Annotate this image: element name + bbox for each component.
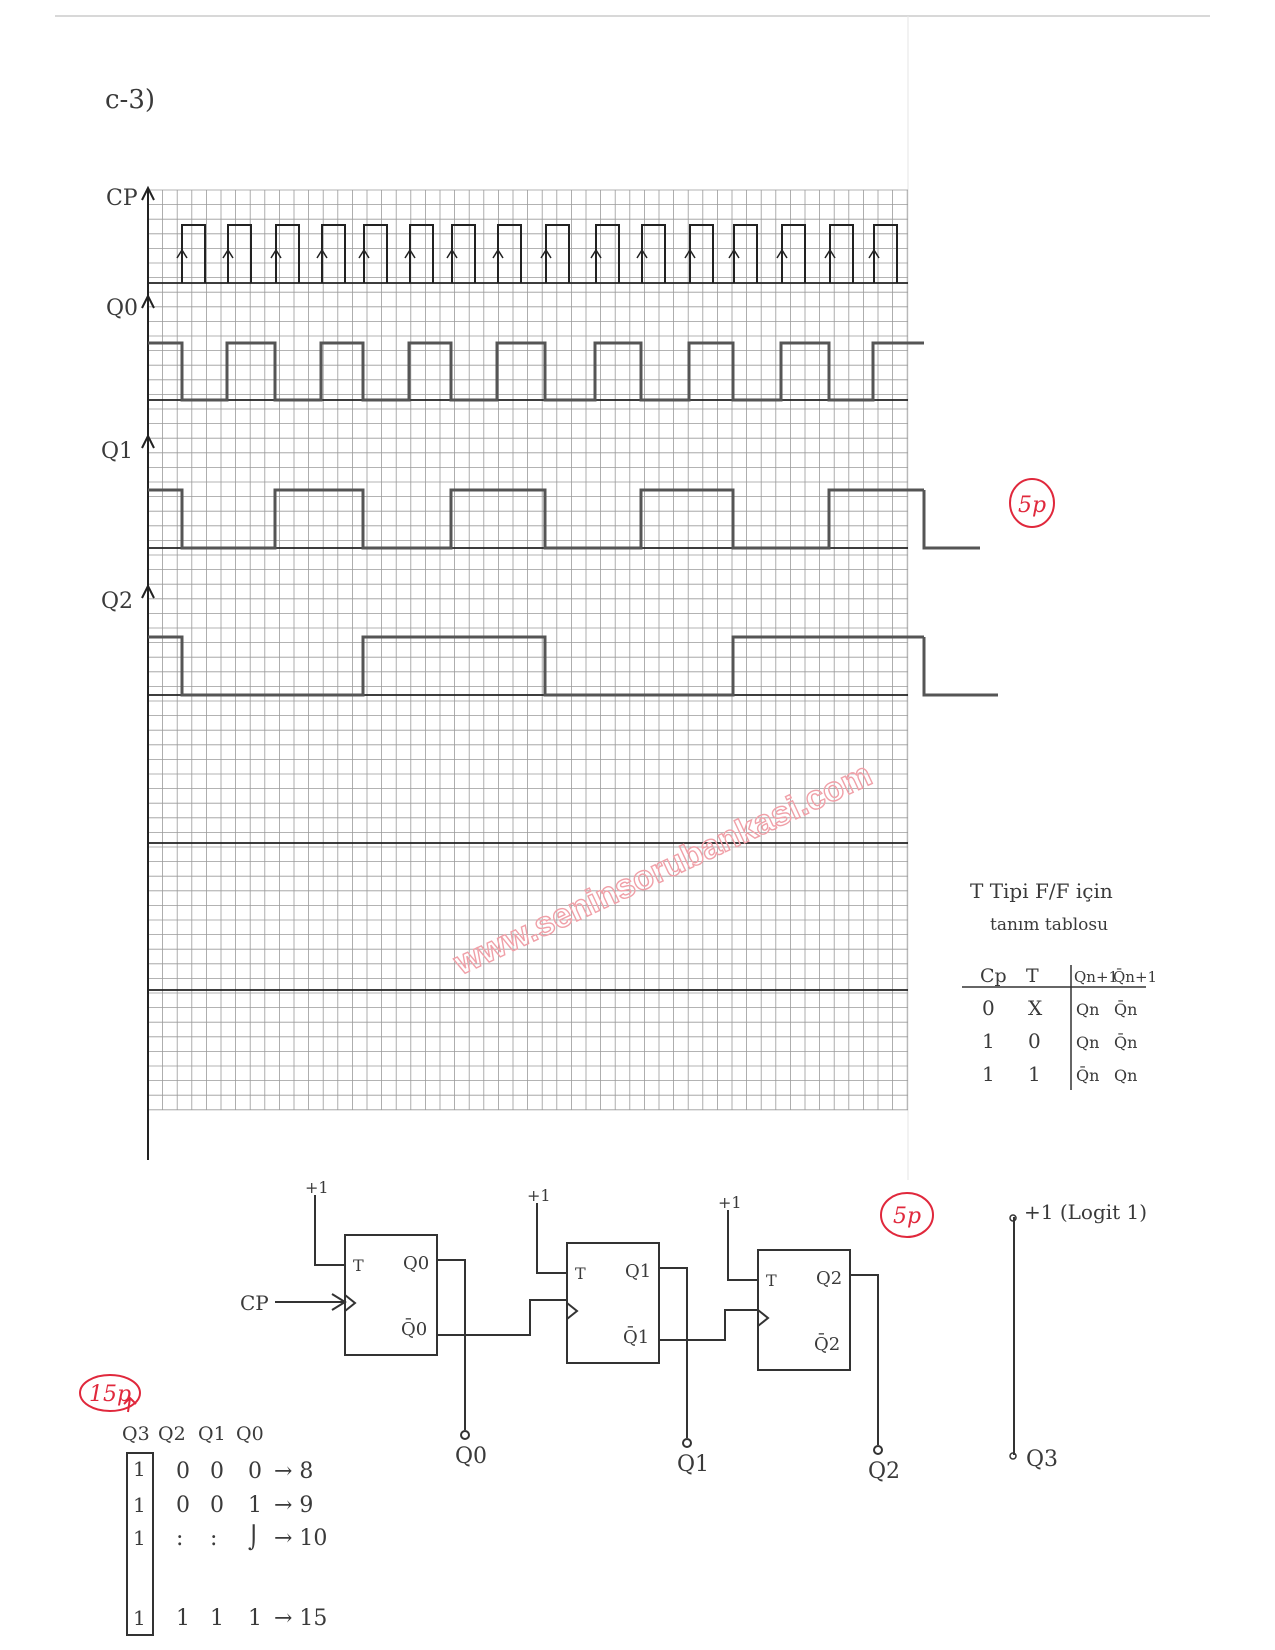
q-label: Q1 [625, 1261, 652, 1282]
q1-signal-label: Q1 [101, 439, 134, 464]
output-terminal [874, 1446, 882, 1454]
q1-tail [924, 490, 980, 548]
watermark: www.seninsorubankasi.com [448, 755, 878, 983]
cp-edge-arrow [447, 250, 457, 268]
q2-signal-label: Q2 [101, 589, 134, 614]
truth-table-cell: Q̄n [1114, 1033, 1138, 1052]
tt-header-qn1: Qn+1 [1074, 968, 1119, 986]
counter-q3-value: 1 [133, 1457, 146, 1481]
cp-edge-arrow [177, 250, 187, 268]
counter-bit: 0 [248, 1459, 262, 1484]
q-label: Q0 [403, 1253, 430, 1274]
q0-signal-label: Q0 [106, 296, 139, 321]
counter-header-q1: Q1 [198, 1423, 226, 1445]
qbar1-to-clk2-wire [659, 1310, 758, 1340]
cp-signal-label: CP [106, 186, 138, 211]
counter-bit: 1 [176, 1606, 190, 1631]
counter-decimal: → 8 [274, 1459, 314, 1484]
circuit-labels [240, 1178, 900, 1484]
counter-decimal: → 9 [274, 1493, 314, 1518]
truth-table-cell: Q̄n [1076, 1066, 1100, 1085]
t-input-label: T [575, 1264, 586, 1283]
counter-q3-value: 1 [133, 1606, 146, 1630]
clock-triangle [758, 1310, 768, 1326]
counter-header-q3: Q3 [122, 1423, 150, 1445]
vcc-label: +1 [718, 1193, 742, 1212]
counter-decimal: → 10 [274, 1526, 328, 1551]
vcc-to-t-wire [315, 1195, 345, 1265]
truth-table-cell: 0 [982, 996, 995, 1020]
cp-edge-arrow [637, 250, 647, 268]
q-output-label: Q0 [455, 1444, 488, 1469]
counter-decimal: → 15 [274, 1606, 328, 1631]
q-label: Q2 [816, 1268, 843, 1289]
cp-edge-arrow [685, 250, 695, 268]
clock-triangle [567, 1303, 577, 1319]
q-output-wire [850, 1275, 878, 1445]
cp-edge-arrow [493, 250, 503, 268]
truth-table-cell: 1 [982, 1062, 995, 1086]
tt-header-t: T [1026, 965, 1039, 987]
output-terminal [683, 1439, 691, 1447]
counter-header-q2: Q2 [158, 1423, 186, 1445]
q3-logic-line [1010, 1200, 1147, 1472]
counter-header-q0: Q0 [236, 1423, 264, 1445]
q3-output-label: Q3 [1026, 1447, 1059, 1472]
truth-table-cell: 1 [982, 1029, 995, 1053]
counter-bit: 1 [210, 1606, 224, 1631]
cp-edge-arrow [223, 250, 233, 268]
q-output-wire [659, 1268, 687, 1438]
counter-bit: 0 [176, 1493, 190, 1518]
cp-edge-arrow [729, 250, 739, 268]
score-timing [1010, 479, 1054, 527]
svg-text:5p: 5p [1017, 493, 1047, 518]
cp-edge-arrow [777, 250, 787, 268]
vcc-label: +1 [305, 1178, 329, 1197]
q-output-wire [437, 1260, 465, 1430]
cp-input-label: CP [240, 1291, 269, 1315]
truth-table-cell: 1 [1028, 1062, 1041, 1086]
counter-bit: ⌡ [248, 1526, 260, 1551]
qbar0-to-clk1-wire [437, 1300, 567, 1335]
timing-axes [142, 188, 154, 1160]
truth-table-cell: 0 [1028, 1029, 1041, 1053]
counter-bit: : [176, 1526, 184, 1551]
t-input-label: T [766, 1271, 777, 1290]
question-label: c-3) [105, 85, 156, 115]
qbar-label: Q̄1 [623, 1327, 650, 1348]
truth-table-cell: Q̄n [1114, 1000, 1138, 1019]
vcc-to-t-wire [537, 1203, 567, 1273]
counter-bit: 1 [248, 1493, 262, 1518]
score-circuit [881, 1193, 933, 1237]
counter-bit: 1 [248, 1606, 262, 1631]
graph-grid [148, 190, 908, 1110]
score-counter [80, 1375, 140, 1412]
cp-edge-arrow [359, 250, 369, 268]
t-ff-truth-table [962, 879, 1157, 1090]
tt-header-qbar-n1: Q̄n+1 [1113, 968, 1158, 986]
qbar-label: Q̄0 [401, 1319, 428, 1340]
counter-bit: 0 [210, 1459, 224, 1484]
clock-triangle [345, 1295, 355, 1311]
q-output-label: Q1 [677, 1452, 710, 1477]
truth-table-cell: X [1028, 996, 1043, 1020]
svg-text:15p: 15p [88, 1382, 132, 1407]
output-terminal [461, 1431, 469, 1439]
counter-circuit [275, 1195, 882, 1454]
counter-q3-value: 1 [133, 1493, 146, 1517]
truth-table-title-1: T Tipi F/F için [970, 879, 1113, 903]
counter-q3-value: 1 [133, 1526, 146, 1550]
counter-table [122, 1423, 327, 1635]
truth-table-cell: Qn [1114, 1066, 1138, 1085]
q3-logic-label: +1 (Logit 1) [1024, 1200, 1148, 1224]
counter-bit: 0 [210, 1493, 224, 1518]
q-output-label: Q2 [868, 1459, 901, 1484]
qbar-label: Q̄2 [814, 1334, 841, 1355]
truth-table-cell: Qn [1076, 1000, 1100, 1019]
cp-edge-arrow [405, 250, 415, 268]
cp-edge-arrow [825, 250, 835, 268]
truth-table-cell: Qn [1076, 1033, 1100, 1052]
counter-bit: : [210, 1526, 218, 1551]
vcc-label: +1 [527, 1186, 551, 1205]
cp-edge-arrow [317, 250, 327, 268]
cp-edge-arrow [591, 250, 601, 268]
t-input-label: T [353, 1256, 364, 1275]
tt-header-cp: Cp [980, 965, 1007, 987]
cp-edge-arrow [869, 250, 879, 268]
counter-bit: 0 [176, 1459, 190, 1484]
vcc-to-t-wire [728, 1210, 758, 1280]
svg-text:5p: 5p [892, 1204, 922, 1229]
truth-table-title-2: tanım tablosu [990, 915, 1109, 935]
q2-tail [924, 637, 998, 695]
timing-waveforms [148, 225, 998, 695]
